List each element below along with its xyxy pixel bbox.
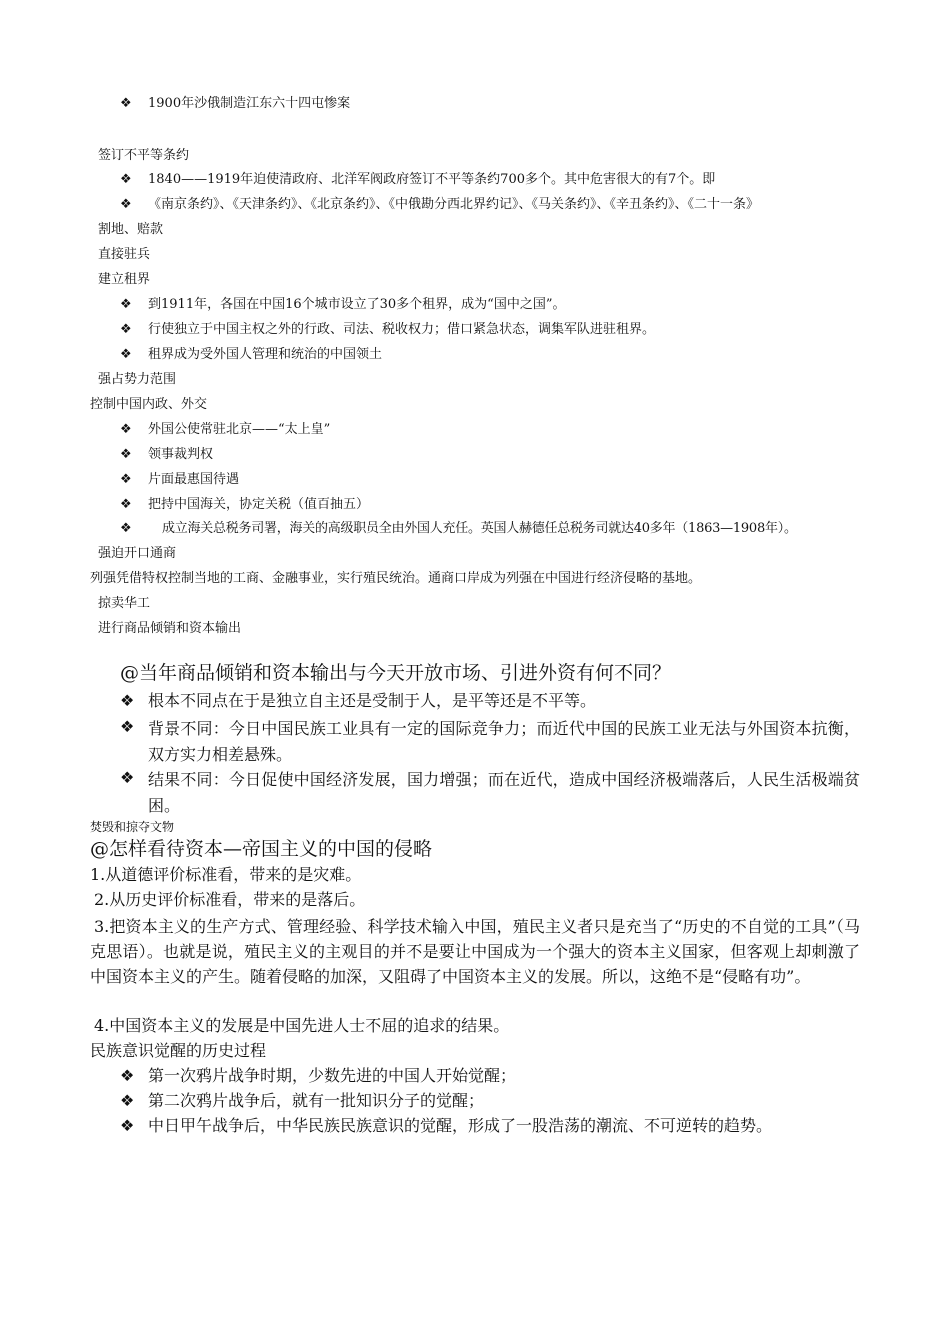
bullet-icon: ❖ bbox=[120, 1116, 135, 1135]
paragraph: 1.从道德评价标准看，带来的是灾难。 bbox=[90, 865, 362, 884]
text-line: 到1911年，各国在中国16个城市设立了30多个租界，成为“国中之国”。 bbox=[148, 297, 566, 312]
bullet-icon: ❖ bbox=[120, 172, 132, 187]
paragraph: 3.把资本主义的生产方式、管理经验、科学技术输入中国，殖民主义者只是充当了“历史的不自觉的工具”（马克思语）。也就是说，殖民主义的主观目的并不是要让中国成为一个强大的资本主义国家，但客观上却刺激了中国资本主义的产生。随着侵略的加深，又阻碍了中国资本主义的发展。所以，这绝不是“侵略有功”。 bbox=[90, 917, 860, 986]
bullet-icon: ❖ bbox=[120, 497, 132, 512]
bullet-icon: ❖ bbox=[120, 717, 135, 736]
answer-item: 背景不同：今日中国民族工业具有一定的国际竞争力；而近代中国的民族工业无法与外国资本抗衡，双方实力相差悬殊。 bbox=[148, 719, 860, 764]
bullet-icon: ❖ bbox=[120, 691, 135, 710]
heading-line: 建立租界 bbox=[98, 272, 151, 287]
paragraph: 2.从历史评价标准看，带来的是落后。 bbox=[94, 890, 366, 909]
text-line: 成立海关总税务司署，海关的高级职员全由外国人充任。英国人赫德任总税务司就达40多年（1863—1908年）。 bbox=[162, 521, 797, 536]
heading-line: 割地、赔款 bbox=[98, 222, 164, 237]
bullet-icon: ❖ bbox=[120, 347, 132, 362]
list-item: 中日甲午战争后，中华民族民族意识的觉醒，形成了一股浩荡的潮流、不可逆转的趋势。 bbox=[148, 1116, 773, 1135]
bullet-icon: ❖ bbox=[120, 197, 132, 212]
heading-line: 强占势力范围 bbox=[98, 372, 177, 387]
text-line: 外国公使常驻北京——“太上皇” bbox=[148, 422, 331, 437]
text-line: 1840——1919年迫使清政府、北洋军阀政府签订不平等条约700多个。其中危害很大的有7个。即 bbox=[148, 172, 716, 187]
heading-line: 控制中国内政、外交 bbox=[90, 397, 208, 412]
list-item: 第二次鸦片战争后，就有一批知识分子的觉醒； bbox=[148, 1091, 485, 1110]
paragraph: 4.中国资本主义的发展是中国先进人士不屈的追求的结果。 bbox=[94, 1016, 510, 1035]
heading-line: 焚毁和掠夺文物 bbox=[90, 820, 175, 834]
heading-line: 进行商品倾销和资本输出 bbox=[98, 621, 242, 636]
bullet-icon: ❖ bbox=[120, 96, 132, 111]
heading-line: 签订不平等条约 bbox=[98, 148, 190, 163]
question-heading: @当年商品倾销和资本输出与今天开放市场、引进外资有何不同？ bbox=[120, 662, 672, 684]
heading-line: 掠卖华工 bbox=[98, 596, 151, 611]
text-line: 领事裁判权 bbox=[148, 447, 214, 462]
text-line: 行使独立于中国主权之外的行政、司法、税收权力；借口紧急状态，调集军队进驻租界。 bbox=[148, 322, 656, 337]
text-line: 《南京条约》、《天津条约》、《北京条约》、《中俄勘分西北界约记》、《马关条约》、《辛丑条约》、《二十一条》 bbox=[148, 197, 760, 212]
answer-item: 根本不同点在于是独立自主还是受制于人，是平等还是不平等。 bbox=[148, 691, 597, 710]
bullet-icon: ❖ bbox=[120, 472, 132, 487]
bullet-icon: ❖ bbox=[120, 1091, 135, 1110]
answer-item: 结果不同：今日促使中国经济发展，国力增强；而在近代，造成中国经济极端落后，人民生活极端贫困。 bbox=[148, 770, 860, 815]
heading-line: 民族意识觉醒的历史过程 bbox=[90, 1041, 267, 1060]
bullet-icon: ❖ bbox=[120, 521, 132, 536]
text-line: 列强凭借特权控制当地的工商、金融事业，实行殖民统治。通商口岸成为列强在中国进行经济侵略的基地。 bbox=[90, 571, 702, 586]
text-line: 把持中国海关，协定关税（值百抽五） bbox=[148, 497, 370, 512]
bullet-icon: ❖ bbox=[120, 768, 135, 787]
text-line: 1900年沙俄制造江东六十四屯惨案 bbox=[148, 96, 351, 111]
heading-line: 直接驻兵 bbox=[98, 247, 151, 262]
text-line: 片面最惠国待遇 bbox=[148, 472, 240, 487]
bullet-icon: ❖ bbox=[120, 422, 132, 437]
bullet-icon: ❖ bbox=[120, 297, 132, 312]
heading-line: 强迫开口通商 bbox=[98, 546, 177, 561]
bullet-icon: ❖ bbox=[120, 447, 132, 462]
bullet-icon: ❖ bbox=[120, 1066, 135, 1085]
list-item: 第一次鸦片战争时期，少数先进的中国人开始觉醒； bbox=[148, 1066, 517, 1085]
question-heading: @怎样看待资本—帝国主义的中国的侵略 bbox=[90, 838, 433, 860]
text-line: 租界成为受外国人管理和统治的中国领土 bbox=[148, 347, 383, 362]
bullet-icon: ❖ bbox=[120, 322, 132, 337]
